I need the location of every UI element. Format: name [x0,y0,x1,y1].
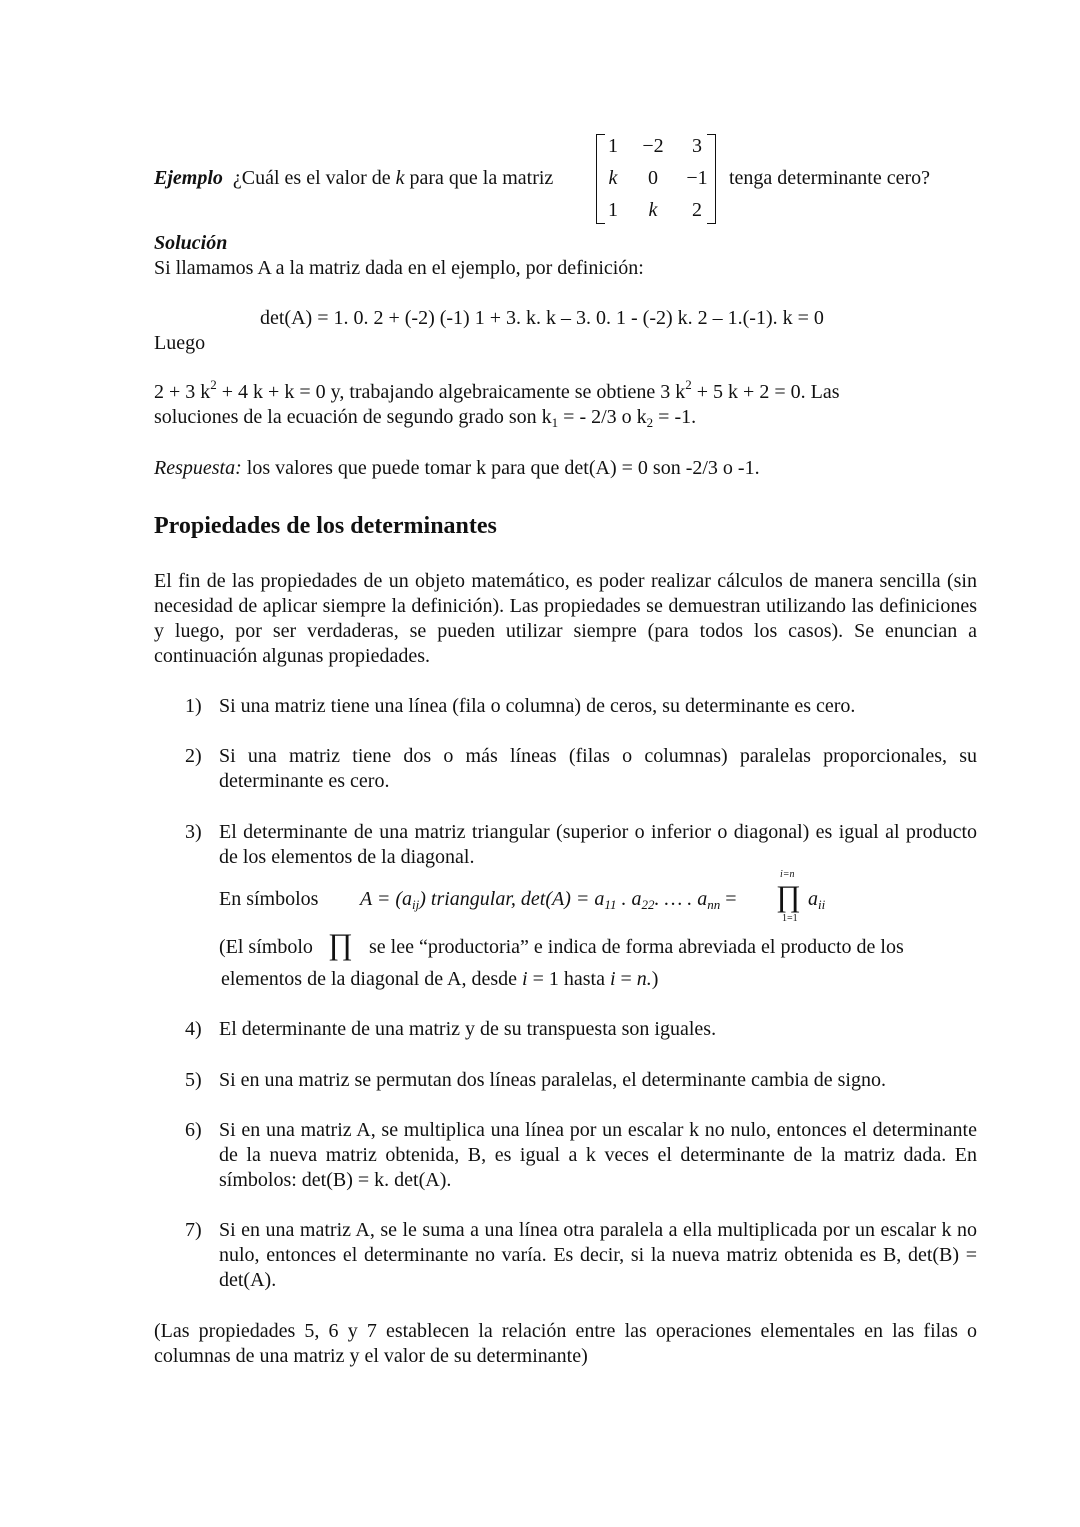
prod-lower-limit: 1=1 [782,913,798,924]
exponent: 2 [210,377,217,392]
example-question [154,166,553,191]
formula-part: ) triangular, det(A) = a [419,888,605,910]
property-number: 1) [185,695,202,717]
note-part: elementos de la diagonal de A, desde [221,968,523,990]
equation-line-1 [154,377,977,405]
note-part: = [615,968,637,990]
triangular-formula [360,887,737,912]
eq-part: = -1. [653,406,697,428]
eq-part: = - 2/3 o k [558,406,647,428]
productoria-note-line2 [221,967,658,992]
luego-label: Luego [154,332,206,354]
matrix-cell: k [608,167,618,189]
subscript: nn [707,897,721,912]
section-title: Propiedades de los determinantes [154,513,497,539]
matrix-cell: 3 [692,135,702,157]
exponent: 2 [685,377,692,392]
note-part: n. [636,968,652,990]
subscript: 2 [646,415,654,430]
note-part: i [522,968,528,990]
prod-upper-limit: i=n [780,869,795,880]
subscript: 22 [641,897,655,912]
property-number: 3) [185,821,202,843]
question-pre: ¿Cuál es el valor de [232,167,391,189]
property-text: Si en una matriz A, se multiplica una línea por un escalar k no nulo, entonces el determinante de la nueva matriz obtenida, B, es igual a k veces el determinante de la matriz dada. En símbolos: det(B) = k. det(A). [219,1119,977,1191]
question-mid: para que la matriz [409,167,554,189]
product-icon: ∏ [328,928,353,961]
solution-intro: Si llamamos A a la matriz dada en el ejemplo, por definición: [154,257,644,279]
det-expression: det(A) = 1. 0. 2 + (-2) (-1) 1 + 3. k. k – 3. 0. 1 - (-2) k. 2 – 1.(-1). k = 0 [260,307,824,329]
closing-note: (Las propiedades 5, 6 y 7 establecen la relación entre las operaciones elementales en las filas o columnas de una matriz y el valor de su determinante) [154,1320,977,1367]
eq-part: soluciones de la ecuación de segundo grado son k [154,406,552,428]
subscript: ii [818,897,826,912]
example-label: Ejemplo [154,167,223,189]
subscript: ij [412,897,420,912]
subscript: 1 [551,415,559,430]
answer-text: los valores que puede tomar k para que det(A) = 0 son -2/3 o -1. [241,457,760,479]
productoria-note-post: se lee “productoria” e indica de forma abreviada el producto de los [369,936,904,958]
property-text: Si una matriz tiene una línea (fila o columna) de ceros, su determinante es cero. [219,695,856,717]
productoria-note-pre: (El símbolo [219,936,313,958]
formula-part: . a [616,888,642,910]
symbols-label: En símbolos [219,888,319,910]
matrix-cell: 1 [608,135,618,157]
matrix [596,132,716,224]
note-part: i [609,968,616,990]
section-intro: El fin de las propiedades de un objeto matemático, es poder realizar cálculos de manera sencilla (sin necesidad de aplicar siempre la definición). Las propiedades se demuestran utilizando las definiciones y luego, por ser verdaderas, se pueden utilizar siempre (para todos los casos). Se enuncian a continuación algunas propiedades. [154,570,977,667]
formula-part: A = (a [360,888,413,910]
eq-part: + 4 k + k = 0 y, trabajando algebraicamente se obtiene 3 k [216,381,686,403]
equation-line-2 [154,405,696,430]
subscript: 11 [604,897,617,912]
property-text: Si una matriz tiene dos o más líneas (filas o columnas) paralelas proporcionales, su determinante es cero. [219,745,977,792]
note-part: ) [651,968,659,990]
property-number: 4) [185,1018,202,1040]
eq-part: + 5 k + 2 = 0. Las [691,381,840,403]
formula-part: = [720,888,737,910]
solution-heading: Solución [154,232,228,254]
matrix-cell: −1 [686,167,708,189]
property-text: Si en una matriz A, se le suma a una línea otra paralela a ella multiplicada por un escalar k no nulo, entonces el determinante no varía. Es decir, si la nueva matriz obtenida es B, det(B) = det(A). [219,1219,977,1291]
matrix-cell: 2 [692,199,702,221]
property-number: 5) [185,1069,202,1091]
answer [154,456,760,481]
matrix-cell: 1 [608,199,618,221]
answer-label: Respuesta: [154,457,242,479]
product-icon: ∏ [776,880,801,913]
property-text: El determinante de una matriz triangular (superior o inferior o diagonal) es igual al producto de los elementos de la diagonal. [219,821,977,868]
property-number: 6) [185,1119,202,1141]
a-ii [808,887,825,912]
matrix-cell: k [648,199,658,221]
property-text: El determinante de una matriz y de su transpuesta son iguales. [219,1018,717,1040]
matrix-cell: 0 [648,167,658,189]
property-number: 7) [185,1219,202,1241]
formula-part: . … . a [654,888,708,910]
property-text: Si en una matriz se permutan dos líneas paralelas, el determinante cambia de signo. [219,1069,886,1091]
matrix-cell: −2 [642,135,664,157]
var-k: k [395,167,405,189]
property-number: 2) [185,745,202,767]
question-post: tenga determinante cero? [729,167,930,189]
note-part: = 1 hasta [527,968,610,990]
formula-part: a [808,888,818,910]
eq-part: 2 + 3 k [154,381,211,403]
